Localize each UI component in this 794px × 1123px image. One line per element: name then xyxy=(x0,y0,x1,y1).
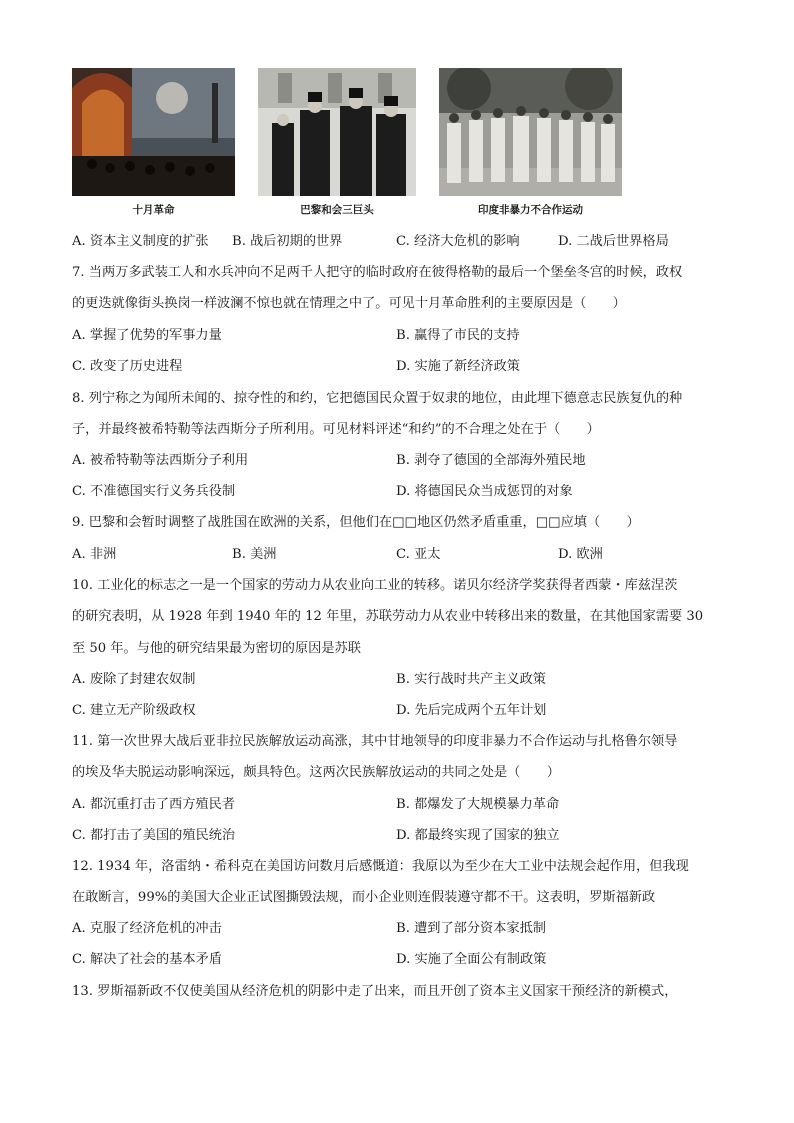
q6-option-b[interactable]: B. 战后初期的世界 xyxy=(232,234,343,249)
q10-stem-line-1: 10. 工业化的标志之一是一个国家的劳动力从农业向工业的转移。诺贝尔经济学奖获得者西蒙・库兹涅茨 xyxy=(72,578,678,593)
q12-option-b[interactable]: B. 遭到了部分资本家抵制 xyxy=(396,921,546,936)
figure-paris-conference xyxy=(258,68,416,217)
october-revolution-photo-icon xyxy=(72,68,235,196)
q9-option-d[interactable]: D. 欧洲 xyxy=(558,547,603,562)
q9-option-b[interactable]: B. 美洲 xyxy=(232,547,277,562)
q10-stem-line-3: 至 50 年。与他的研究结果最为密切的原因是苏联 xyxy=(72,641,361,656)
q6-option-c[interactable]: C. 经济大危机的影响 xyxy=(396,234,520,249)
q10-option-a[interactable]: A. 废除了封建农奴制 xyxy=(72,672,196,687)
q10-option-b[interactable]: B. 实行战时共产主义政策 xyxy=(396,672,546,687)
q8-option-c[interactable]: C. 不准德国实行义务兵役制 xyxy=(72,484,236,499)
q6-option-d[interactable]: D. 二战后世界格局 xyxy=(558,234,669,249)
q12-option-c[interactable]: C. 解决了社会的基本矛盾 xyxy=(72,952,222,967)
figure-october-revolution xyxy=(72,68,235,217)
q12-stem-line-1: 12. 1934 年，洛雷纳・希科克在美国访问数月后感慨道：我原以为至少在大工业中法规会起作用，但我现 xyxy=(72,859,689,874)
q7-stem-line-1: 7. 当两万多武装工人和水兵冲向不足两千人把守的临时政府在彼得格勒的最后一个堡垒冬宫的时候，政权 xyxy=(72,265,683,280)
q11-stem-line-2: 的埃及华夫脱运动影响深远，颇具特色。这两次民族解放运动的共同之处是（ ） xyxy=(72,765,560,780)
q12-stem-line-2: 在敢断言，99%的美国大企业正试图撕毁法规，而小企业则连假装遵守都不干。这表明，罗斯福新政 xyxy=(72,890,656,905)
q12-option-a[interactable]: A. 克服了经济危机的冲击 xyxy=(72,921,222,936)
q7-option-b[interactable]: B. 赢得了市民的支持 xyxy=(396,328,520,343)
indian-noncooperation-photo-icon xyxy=(439,68,622,196)
q8-option-a[interactable]: A. 被希特勒等法西斯分子利用 xyxy=(72,453,249,468)
q11-option-d[interactable]: D. 都最终实现了国家的独立 xyxy=(396,828,560,843)
q9-option-a[interactable]: A. 非洲 xyxy=(72,547,117,562)
figure-caption: 十月革命 xyxy=(132,204,175,216)
q11-option-b[interactable]: B. 都爆发了大规模暴力革命 xyxy=(396,797,560,812)
q11-option-c[interactable]: C. 都打击了美国的殖民统治 xyxy=(72,828,236,843)
paris-conference-big-three-photo-icon xyxy=(258,68,416,196)
figure-indian-noncooperation xyxy=(439,68,622,217)
figure-row xyxy=(72,68,632,218)
figure-caption: 印度非暴力不合作运动 xyxy=(478,204,583,216)
q8-option-b[interactable]: B. 剥夺了德国的全部海外殖民地 xyxy=(396,453,586,468)
q9-stem-line-1: 9. 巴黎和会暂时调整了战胜国在欧洲的关系，但他们在□□地区仍然矛盾重重，□□应填（ ） xyxy=(72,515,640,530)
q7-stem-line-2: 的更迭就像街头换岗一样波澜不惊也就在情理之中了。可见十月革命胜利的主要原因是（ ） xyxy=(72,296,626,311)
q8-stem-line-2: 子，并最终被希特勒等法西斯分子所利用。可见材料评述“和约”的不合理之处在于（ ） xyxy=(72,422,600,437)
q13-stem-line-1: 13. 罗斯福新政不仅使美国从经济危机的阴影中走了出来，而且开创了资本主义国家干预经济的新模式， xyxy=(72,984,678,999)
q6-option-a[interactable]: A. 资本主义制度的扩张 xyxy=(72,234,209,249)
q8-stem-line-1: 8. 列宁称之为闻所未闻的、掠夺性的和约，它把德国民众置于奴隶的地位，由此埋下德意志民族复仇的种 xyxy=(72,391,683,406)
q9-option-c[interactable]: C. 亚太 xyxy=(396,547,441,562)
q7-option-d[interactable]: D. 实施了新经济政策 xyxy=(396,359,520,374)
q10-stem-line-2: 的研究表明，从 1928 年到 1940 年的 12 年里，苏联劳动力从农业中转移出来的数量，在其他国家需要 30 xyxy=(72,609,704,624)
q11-option-a[interactable]: A. 都沉重打击了西方殖民者 xyxy=(72,797,235,812)
q12-option-d[interactable]: D. 实施了全面公有制政策 xyxy=(396,952,547,967)
figure-caption: 巴黎和会三巨头 xyxy=(300,204,374,216)
q10-option-c[interactable]: C. 建立无产阶级政权 xyxy=(72,703,196,718)
q11-stem-line-1: 11. 第一次世界大战后亚非拉民族解放运动高涨，其中甘地领导的印度非暴力不合作运动与扎格鲁尔领导 xyxy=(72,734,678,749)
q8-option-d[interactable]: D. 将德国民众当成惩罚的对象 xyxy=(396,484,573,499)
q7-option-c[interactable]: C. 改变了历史进程 xyxy=(72,359,183,374)
q7-option-a[interactable]: A. 掌握了优势的军事力量 xyxy=(72,328,222,343)
q10-option-d[interactable]: D. 先后完成两个五年计划 xyxy=(396,703,547,718)
